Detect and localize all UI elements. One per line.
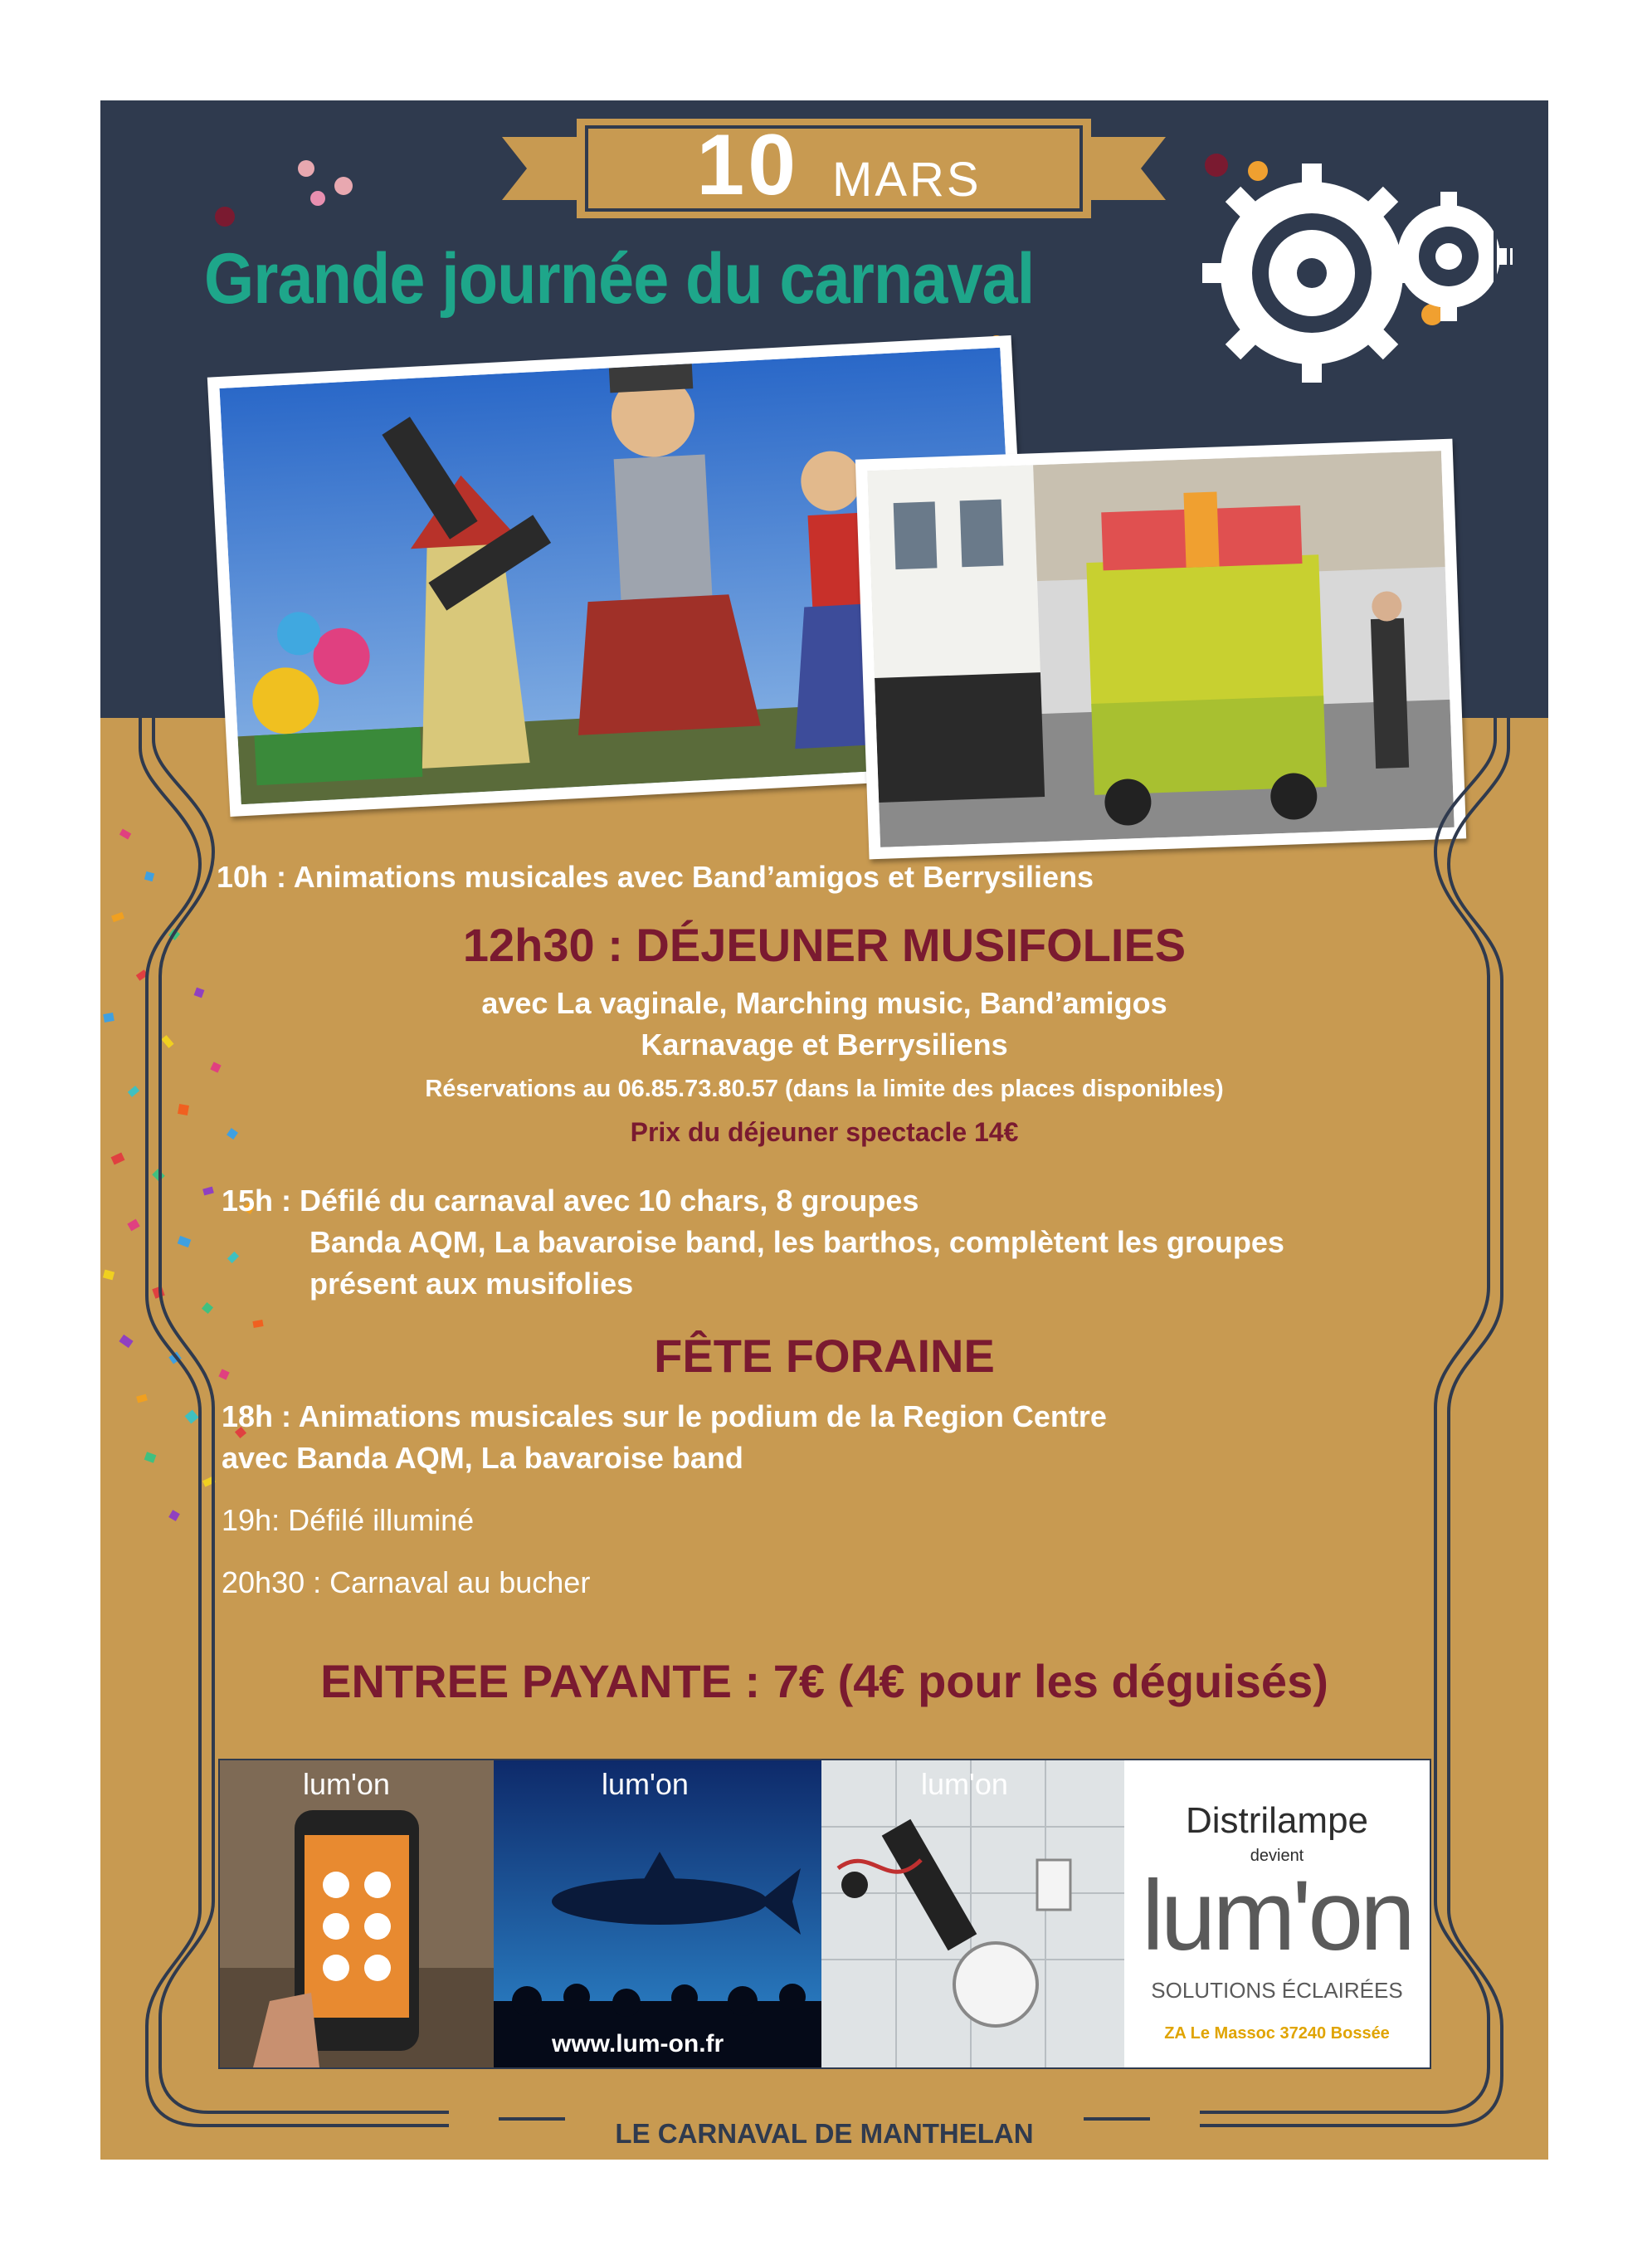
lumon-brand-2: lum'on xyxy=(602,1767,689,1801)
sponsor-panel-phone xyxy=(220,1760,494,2067)
schedule-20h30: 20h30 : Carnaval au bucher xyxy=(222,1565,591,1599)
whale-shark-icon xyxy=(494,1760,821,2067)
schedule-18h: 18h : Animations musicales sur le podium de la Region Centre xyxy=(222,1399,1107,1433)
dejeuner-title: 12h30 : DÉJEUNER MUSIFOLIES xyxy=(462,919,1187,971)
sponsor-url: www.lum-on.fr xyxy=(552,2030,724,2057)
date-day: 10 xyxy=(696,117,800,213)
electrical-parts-icon xyxy=(821,1760,1124,2067)
dejeuner-line-2: Karnavage et Berrysiliens xyxy=(641,1027,1008,1062)
schedule-15h-line-3: présent aux musifolies xyxy=(309,1267,634,1301)
lumon-brand-3: lum'on xyxy=(921,1767,1008,1801)
date-month: MARS xyxy=(832,152,982,207)
footer-title: LE CARNAVAL DE MANTHELAN xyxy=(615,2118,1034,2149)
page-title: Grande journée du carnaval xyxy=(204,239,1035,319)
schedule-15h: 15h : Défilé du carnaval avec 10 chars, 8 groupes xyxy=(222,1184,919,1218)
schedule-19h: 19h: Défilé illuminé xyxy=(222,1503,475,1537)
dejeuner-line-1: avec La vaginale, Marching music, Band’amigos xyxy=(481,986,1167,1020)
dejeuner-price: Prix du déjeuner spectacle 14€ xyxy=(630,1117,1019,1147)
distrilampe-name: Distrilampe xyxy=(1185,1800,1369,1841)
entry-price: ENTREE PAYANTE : 7€ (4€ pour les déguisés) xyxy=(320,1655,1328,1707)
schedule-15h-line-2: Banda AQM, La bavaroise band, les barthos, complètent les groupes xyxy=(309,1225,1284,1259)
lumon-brand-1: lum'on xyxy=(303,1767,390,1801)
carnival-poster xyxy=(100,100,1548,2160)
reservation-line: Réservations au 06.85.73.80.57 (dans la limite des places disponibles) xyxy=(425,1076,1224,1102)
sponsor-banner xyxy=(218,1759,1431,2069)
lumon-logo: lum'on xyxy=(1142,1860,1412,1971)
distrilampe-devient: devient xyxy=(1250,1847,1304,1865)
sponsor-panel-aquarium xyxy=(494,1760,821,2067)
schedule-10h: 10h : Animations musicales avec Band’amigos et Berrysiliens xyxy=(217,860,1094,894)
lumon-tagline: SOLUTIONS ÉCLAIRÉES xyxy=(1151,1978,1403,2003)
sponsor-panel-distrilampe xyxy=(1124,1760,1430,2067)
lumon-address: ZA Le Massoc 37240 Bossée xyxy=(1164,2024,1390,2043)
smartphone-icon xyxy=(220,1760,494,2067)
schedule-18h-line-2: avec Banda AQM, La bavaroise band xyxy=(222,1441,743,1475)
sponsor-panel-electrical xyxy=(821,1760,1124,2067)
fete-foraine-title: FÊTE FORAINE xyxy=(654,1330,995,1382)
